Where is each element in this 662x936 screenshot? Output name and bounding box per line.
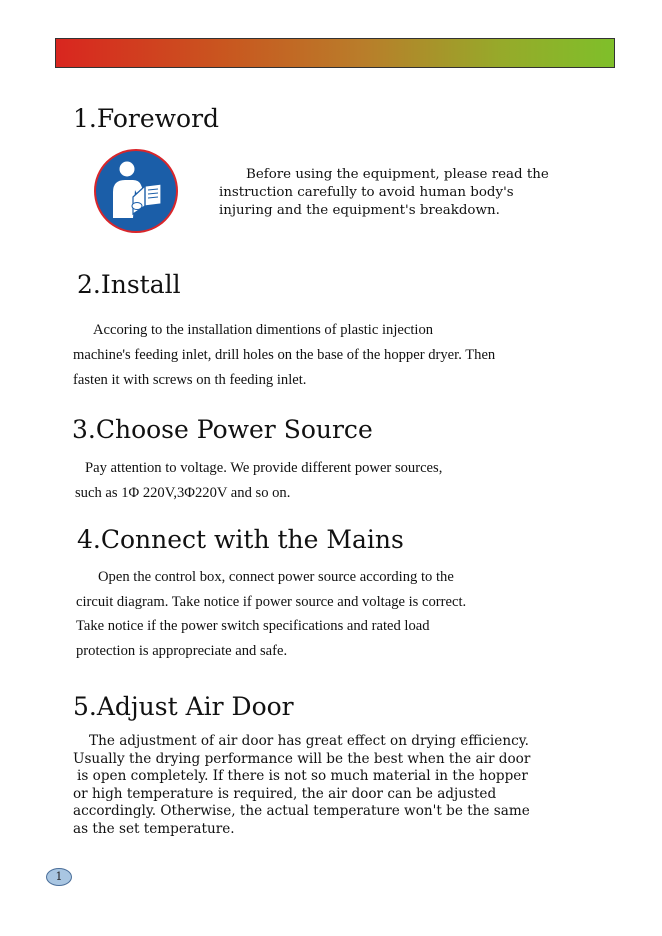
heading-foreword: 1.Foreword <box>73 104 220 133</box>
air-door-text: The adjustment of air door has great effect on drying efficiency. Usually the drying performance will be the best when the air door is open completely. If there is not so much material in the hopper or high temperature is required, the air door can be adjusted accordingly. Otherwise, the actual temperature won't be the same as the set temperature. <box>73 733 531 837</box>
heading-adjust-air-door: 5.Adjust Air Door <box>73 692 294 721</box>
foreword-text: Before using the equipment, please read the instruction carefully to avoid human body's injuring and the equipment's breakdown. <box>219 167 549 218</box>
power-source-text: Pay attention to voltage. We provide different power sources, such as 1Φ 220V,3Φ220V and so on. <box>75 460 443 501</box>
page-number-badge: 1 <box>46 868 72 886</box>
read-manual-icon <box>93 148 179 234</box>
heading-choose-power-source: 3.Choose Power Source <box>72 415 373 444</box>
heading-install: 2.Install <box>77 270 181 299</box>
install-text: Accoring to the installation dimentions of plastic injection machine's feeding inlet, drill holes on the base of the hopper dryer. Then fasten it with screws on th feeding inlet. <box>73 322 496 388</box>
header-gradient-banner <box>55 38 615 68</box>
heading-connect-mains: 4.Connect with the Mains <box>77 525 404 554</box>
connect-mains-text: Open the control box, connect power source according to the circuit diagram. Take notice if power source and voltage is correct. Take notice if the power switch specifications and rated load protection is appropreciate and safe. <box>76 569 467 659</box>
